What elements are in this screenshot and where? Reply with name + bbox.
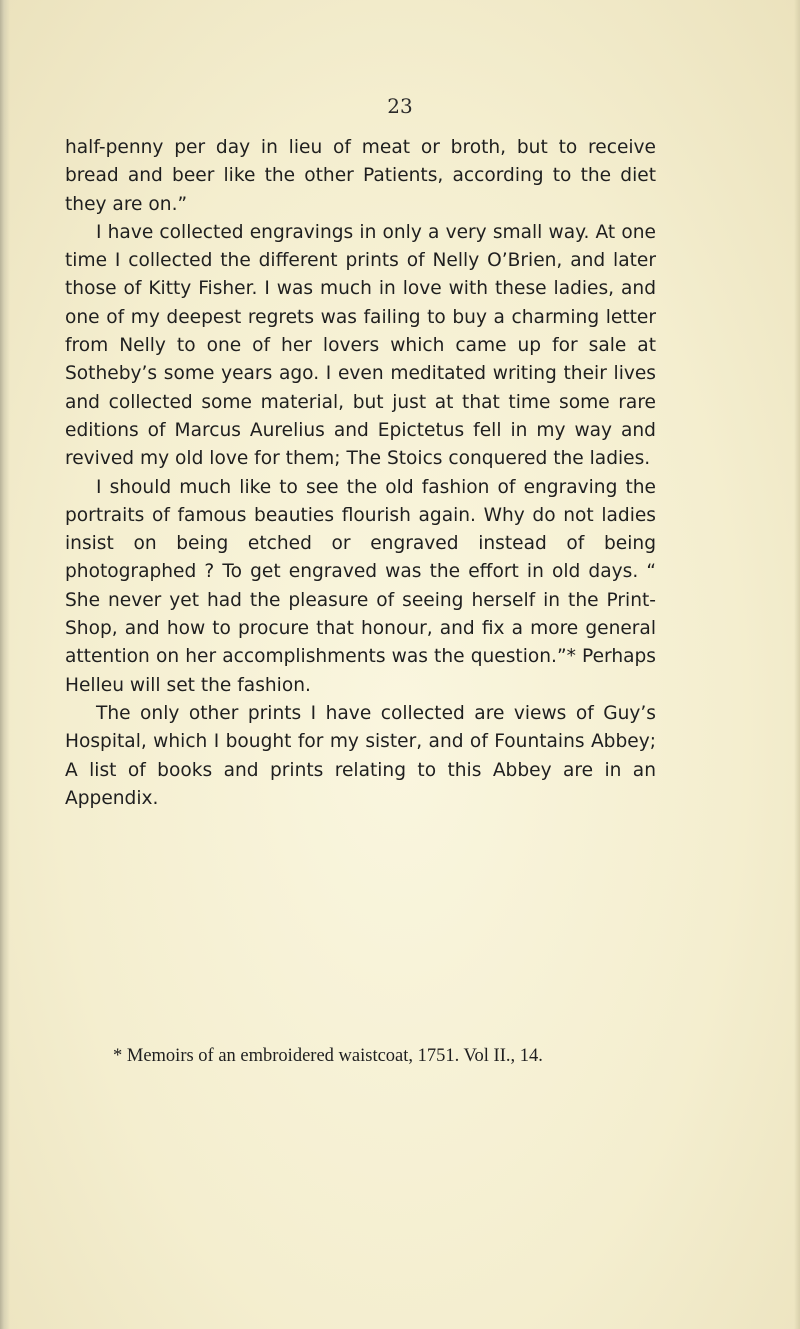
paragraph-continuation: half-penny per day in lieu of meat or broth, but to receive bread and beer like the other Patients, according to the diet they are on.” (65, 137, 656, 215)
paragraph-engravings: I have collected engravings in only a very small way. At one time I collected the different prints of Nelly O’Brien, and later those of Kitty Fisher. I was much in love with these ladies, and one of my deepest regrets was failing to buy a charming letter from Nelly to one of her lovers which came up for sale at Sotheby’s some years ago. I even meditated writing their lives and collected some material, but just at that time some rare editions of Marcus Aurelius and Epictetus fell in my way and revived my old love for them; The Stoics conquered the ladies. (65, 221, 656, 470)
body-text (65, 134, 656, 813)
paragraph-portraits: I should much like to see the old fashion of engraving the portraits of famous beauties flourish again. Why do not ladies insist on being etched or engraved instead of being photographed ? To get engraved was the effort in old days. “ She never yet had the pleasure of seeing herself in the Print-Shop, and how to procure that honour, and fix a more general attention on her accomplishments was the question.”* Perhaps Helleu will set the fashion. (65, 476, 656, 696)
page-number: 23 (387, 94, 413, 118)
page-outer-edge (794, 0, 800, 1329)
paragraph-prints: The only other prints I have collected are views of Guy’s Hospital, which I bought for my sister, and of Fountains Abbey; A list of books and prints relating to this Abbey are in an Appendix. (65, 702, 656, 809)
footnote: * Memoirs of an embroidered waistcoat, 1751. Vol II., 14. (113, 1046, 543, 1066)
page-binding-edge (0, 0, 10, 1329)
